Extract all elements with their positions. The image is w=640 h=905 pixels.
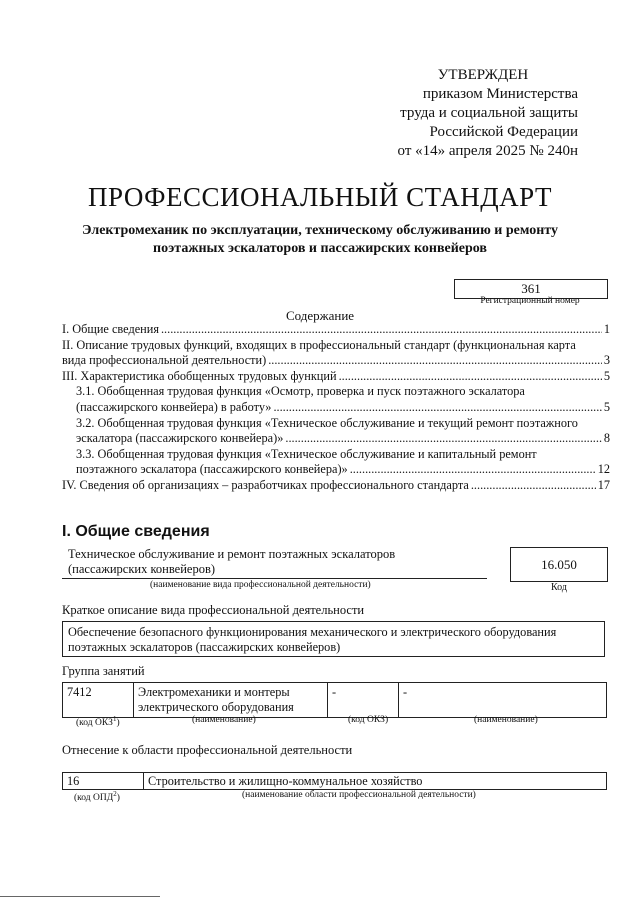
toc-item[interactable]: эскалатора (пассажирского конвейера)» ..... 8 xyxy=(62,431,610,447)
table-row xyxy=(63,773,607,790)
caption-name-2: (наименование) xyxy=(474,715,538,725)
subtitle-line-2: поэтажных эскалаторов и пассажирских конвейеров xyxy=(153,241,487,256)
okz-code-cell-2: - xyxy=(328,683,399,718)
occupation-name-line-1: Электромеханики и монтеры xyxy=(138,685,290,699)
footnote-divider xyxy=(0,896,160,897)
okz-code-cell: 7412 xyxy=(63,683,134,718)
toc-item[interactable]: III. Характеристика обобщенных трудовых функций ..... 5 xyxy=(62,369,610,385)
brief-line-1: Обеспечение безопасного функционирования механического и электрического оборудования xyxy=(68,625,557,639)
document-title: ПРОФЕССИОНАЛЬНЫЙ СТАНДАРТ xyxy=(87,182,553,212)
activity-code-caption: Код xyxy=(551,582,567,593)
approval-line-3: труда и социальной защиты xyxy=(400,105,578,121)
brief-line-2: поэтажных эскалаторов (пассажирских конвейеров) xyxy=(68,640,341,654)
professional-area-label: Отнесение к области профессиональной деятельности xyxy=(62,743,353,757)
occupation-name-line-2: электрического оборудования xyxy=(138,700,294,714)
approval-line-1: УТВЕРЖДЕН xyxy=(437,67,529,83)
opd-code-cell: 16 xyxy=(63,773,144,790)
footnote-mark: 1 xyxy=(112,715,117,723)
footnote-mark: 2 xyxy=(113,790,117,798)
section-heading: I. Общие сведения xyxy=(62,523,210,540)
brief-description-label: Краткое описание вида профессиональной деятельности xyxy=(62,603,365,617)
activity-kind-line-1: Техническое обслуживание и ремонт поэтажных эскалаторов xyxy=(68,547,396,561)
toc-item-line: 3.1. Обобщенная трудовая функция «Осмотр, проверка и пуск поэтажного эскалатора xyxy=(76,384,525,399)
caption-text: (код ОКЗ xyxy=(76,718,113,729)
subtitle-line-1: Электромеханик по эксплуатации, техническому обслуживанию и ремонту xyxy=(82,223,558,238)
toc-item[interactable]: вида профессиональной деятельности) ..... 3 xyxy=(62,353,610,369)
opd-name-cell: Строительство и жилищно-коммунальное хозяйство xyxy=(144,773,607,790)
table-row xyxy=(63,683,607,718)
toc-item-line: 3.3. Обобщенная трудовая функция «Техническое обслуживание и капитальный ремонт xyxy=(76,446,537,461)
caption-okz-code: (код ОКЗ$^1$) xyxy=(76,715,120,729)
activity-kind-caption: (наименование вида профессиональной деятельности) xyxy=(150,580,371,590)
occupation-group-table xyxy=(62,682,607,718)
caption-opd-name: (наименование области профессиональной деятельности) xyxy=(242,790,476,800)
document-subtitle xyxy=(60,222,580,258)
divider xyxy=(62,578,487,579)
caption-name: (наименование) xyxy=(192,715,256,725)
caption-opd-code: (код ОПД$^2$) xyxy=(74,790,120,804)
approval-line-2: приказом Министерства xyxy=(422,86,578,102)
approval-stamp xyxy=(318,66,578,161)
occupation-name-cell xyxy=(134,683,328,718)
toc-item[interactable]: I. Общие сведения ..... 1 xyxy=(62,322,610,338)
toc-item[interactable]: поэтажного эскалатора (пассажирского конвейера)» ..... 12 xyxy=(62,462,610,478)
caption-text: (код ОПД xyxy=(74,793,114,804)
occupation-name-cell-2: - xyxy=(399,683,607,718)
toc-title: Содержание xyxy=(285,308,355,323)
toc-item[interactable]: IV. Сведения об организациях – разработчиках профессионального стандарта ..... 17 xyxy=(62,478,610,494)
table-of-contents xyxy=(62,322,610,494)
toc-item-line: II. Описание трудовых функций, входящих в профессиональный стандарт (функциональная карта xyxy=(62,337,576,352)
toc-item-line: 3.2. Обобщенная трудовая функция «Техническое обслуживание и текущий ремонт поэтажного xyxy=(76,415,578,430)
activity-code-box: 16.050 xyxy=(510,547,608,582)
registration-number-box: 361 xyxy=(454,279,608,299)
professional-area-table xyxy=(62,772,607,790)
brief-description-box xyxy=(62,621,605,657)
activity-kind xyxy=(68,547,488,577)
toc-item[interactable]: (пассажирского конвейера) в работу» ..... 5 xyxy=(62,400,610,416)
caption-okz-code-2: (код ОКЗ) xyxy=(348,715,389,725)
occupation-group-label: Группа занятий xyxy=(62,664,145,678)
registration-number-caption: Регистрационный номер xyxy=(480,296,580,306)
approval-line-4: Российской Федерации xyxy=(429,124,578,140)
activity-kind-line-2: (пассажирских конвейеров) xyxy=(68,562,216,576)
approval-line-5: от «14» апреля 2025 № 240н xyxy=(397,143,578,159)
